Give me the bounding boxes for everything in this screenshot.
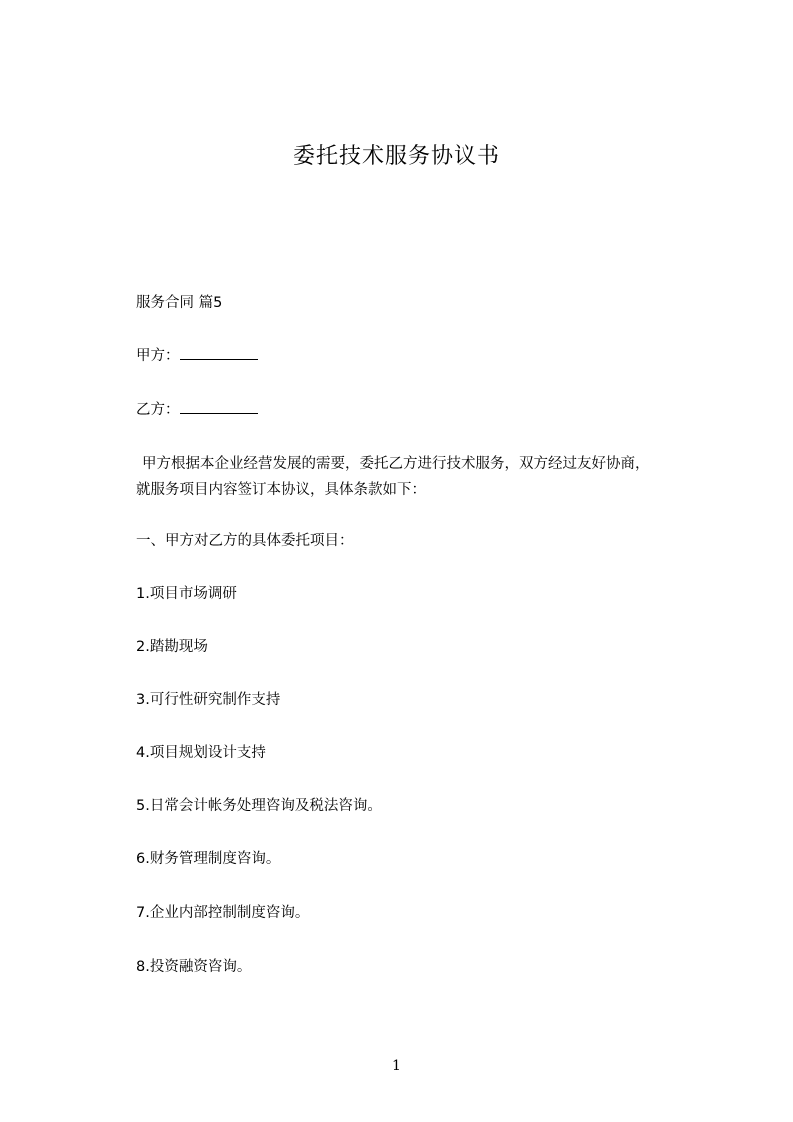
intro-line-2: 就服务项目内容签订本协议，具体条款如下：: [136, 482, 426, 498]
party-a-label: 甲方：: [136, 348, 180, 364]
party-b-blank: [180, 399, 258, 414]
party-b-line: [136, 399, 258, 420]
party-a-blank: [180, 345, 258, 360]
party-a-line: [136, 345, 258, 366]
list-item: 4.项目规划设计支持: [136, 745, 266, 761]
list-item: 3.可行性研究制作支持: [136, 692, 281, 708]
list-item: 2.踏勘现场: [136, 639, 208, 655]
list-item: 7.企业内部控制制度咨询。: [136, 905, 310, 921]
intro-paragraph: [136, 451, 696, 503]
section-heading: 一、甲方对乙方的具体委托项目：: [136, 533, 354, 549]
contract-subtitle: 服务合同 篇5: [136, 295, 223, 311]
page-number: 1: [392, 1058, 401, 1074]
list-item: 1.项目市场调研: [136, 586, 237, 602]
list-item: 5.日常会计帐务处理咨询及税法咨询。: [136, 798, 382, 814]
party-b-label: 乙方：: [136, 402, 180, 418]
document-title: 委托技术服务协议书: [292, 144, 500, 169]
list-item: 6.财务管理制度咨询。: [136, 851, 281, 867]
list-item: 8.投资融资咨询。: [136, 959, 252, 975]
intro-line-1: 甲方根据本企业经营发展的需要，委托乙方进行技术服务，双方经过友好协商，: [142, 456, 650, 472]
